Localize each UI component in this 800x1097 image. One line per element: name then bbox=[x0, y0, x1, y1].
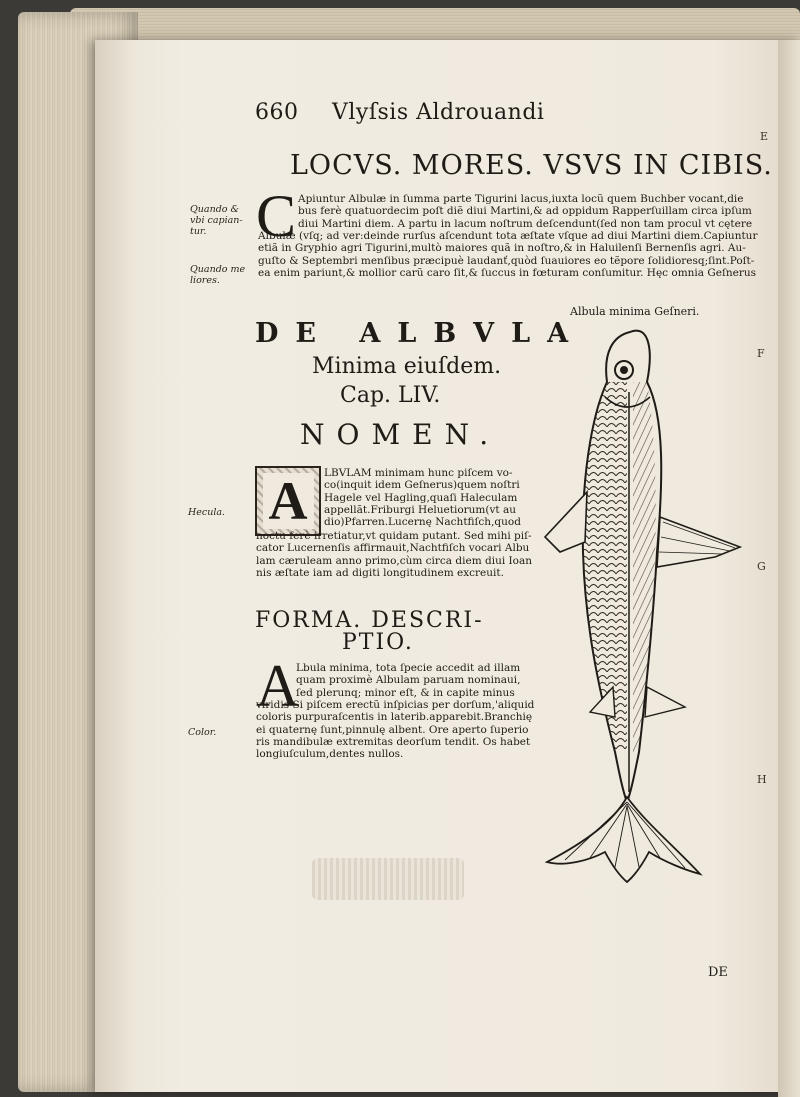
margin-note-hecula: Hecula. bbox=[188, 507, 226, 518]
facing-page-edge bbox=[778, 40, 800, 1097]
margin-note-quando: Quando & vbi capian- tur. bbox=[190, 204, 243, 237]
fish-pupil bbox=[620, 366, 628, 374]
forma-drop-cap: A bbox=[256, 653, 300, 719]
text-line: Albulæ (vſq; ad ver:deinde rurſus aſcendunt tota æſtate vſque ad diui Martini diem.Capiuntur bbox=[258, 230, 758, 242]
forma-paragraph-top bbox=[296, 662, 520, 699]
section-title: LOCVS. MORES. VSVS IN CIBIS. bbox=[290, 150, 773, 181]
ornamental-drop-cap bbox=[255, 466, 321, 536]
text-line: LBVLAM minimam hunc piſcem vo- bbox=[324, 467, 513, 479]
text-line: Lbula minima, tota ſpecie accedit ad illam bbox=[296, 662, 521, 674]
chapter-subtitle: Minima eiuſdem. bbox=[312, 354, 502, 379]
nomen-heading: NOMEN. bbox=[300, 418, 501, 451]
signature-letter-f: F bbox=[757, 347, 765, 360]
text-line: bus ferè quatuordecim poſt diẽ diui Martini,& ad oppidum Rapperſuillam circa ipſum bbox=[298, 205, 752, 218]
text-line: co(inquit idem Geſnerus)quem noſtri bbox=[324, 479, 520, 492]
section-paragraph-top bbox=[298, 193, 752, 230]
forma-heading-line1: FORMA. DESCRI- bbox=[255, 608, 484, 633]
text-line: guſto & Septembri menſibus præcipuè laudanť,quòd ſuauiores eo tẽpore ſolidioresq;ſint.Poſt- bbox=[258, 254, 755, 267]
text-line: dio)Pfarren.Lucernę Nachtfiſch,quod bbox=[324, 516, 521, 529]
chapter-number: Cap. LIV. bbox=[340, 383, 441, 408]
margin-note-meliores: Quando me liores. bbox=[190, 264, 246, 286]
text-line: diui Martini diem. A partu in lacum noſtrum deſcendunt(ſed non tam procul vt cętere bbox=[298, 217, 753, 230]
text-line: quam proximè Albulam paruam nominaui, bbox=[296, 674, 521, 687]
fish-illustration bbox=[535, 322, 750, 892]
chapter-title: DE ALBVLA bbox=[255, 318, 586, 349]
running-head bbox=[255, 100, 544, 125]
text-line: ſed plerunq; minor eſt, & in capite minus bbox=[296, 686, 515, 699]
bleed-through-ornament bbox=[312, 858, 464, 900]
page-number: 660 bbox=[255, 100, 299, 125]
text-line: cator Lucernenſis affirmauit,Nachtfiſch vocari Albu bbox=[256, 542, 530, 555]
text-line: etiã in Gryphio agri Tigurini,multò maiores quã in noſtro,& in Haluilenſi Bernenſis agri. Au- bbox=[258, 242, 746, 255]
fish-anal-fin bbox=[645, 687, 685, 717]
catchword: DE bbox=[708, 965, 728, 980]
forma-heading-line2: PTIO. bbox=[342, 630, 414, 655]
text-line: longiuſculum,dentes nullos. bbox=[256, 748, 404, 761]
nomen-paragraph-rest bbox=[256, 530, 532, 579]
text-line: nis æſtate iam ad digiti longitudinem excreuit. bbox=[256, 566, 504, 579]
text-line: ea enim pariunt,& mollior carũ caro ſit,& ſuccus in fœturam conſumitur. Hęc omnia Geſnerus bbox=[258, 266, 757, 279]
section-paragraph-rest bbox=[258, 230, 757, 279]
text-line: viridis Si piſcem erectũ inſpicias per dorſum,'aliquid bbox=[256, 699, 535, 711]
fish-left-fin bbox=[545, 492, 587, 552]
section-drop-cap: C bbox=[256, 183, 297, 249]
text-line: ris mandibulæ extremitas deorſum tendit. Os habet bbox=[256, 735, 531, 748]
text-line: lam cæruleam anno primo,cùm circa diem diui Ioan bbox=[256, 554, 533, 567]
forma-paragraph-rest bbox=[256, 699, 534, 760]
signature-letter-h: H bbox=[757, 773, 767, 786]
text-line: Apiuntur Albulæ in ſumma parte Tigurini lacus,iuxta locũ quem Buchber vocant,die bbox=[298, 193, 744, 205]
text-line: coloris purpuraſcentis in laterib.apparebit.Branchię bbox=[256, 711, 533, 724]
text-line: ei quaternę ſunt,pinnulę albent. Ore aperto ſuperio bbox=[256, 723, 529, 736]
author-name: Vlyſsis Aldrouandi bbox=[332, 100, 545, 125]
nomen-paragraph-top bbox=[324, 467, 521, 528]
text-line: Hagele vel Hagling,quaſi Haleculam bbox=[324, 491, 518, 504]
text-line: appellãt.Friburgi Heluetiorum(vt au bbox=[324, 503, 516, 516]
text-line: noctu ferè irretiatur,vt quidam putant. Sed mihi piſ- bbox=[256, 530, 532, 542]
signature-letter-g: G bbox=[757, 560, 766, 573]
margin-note-color: Color. bbox=[188, 727, 217, 738]
figure-caption: Albula minima Geſneri. bbox=[570, 305, 700, 318]
signature-letter-e: E bbox=[760, 130, 769, 143]
ornamental-drop-cap-letter: A bbox=[263, 473, 314, 529]
